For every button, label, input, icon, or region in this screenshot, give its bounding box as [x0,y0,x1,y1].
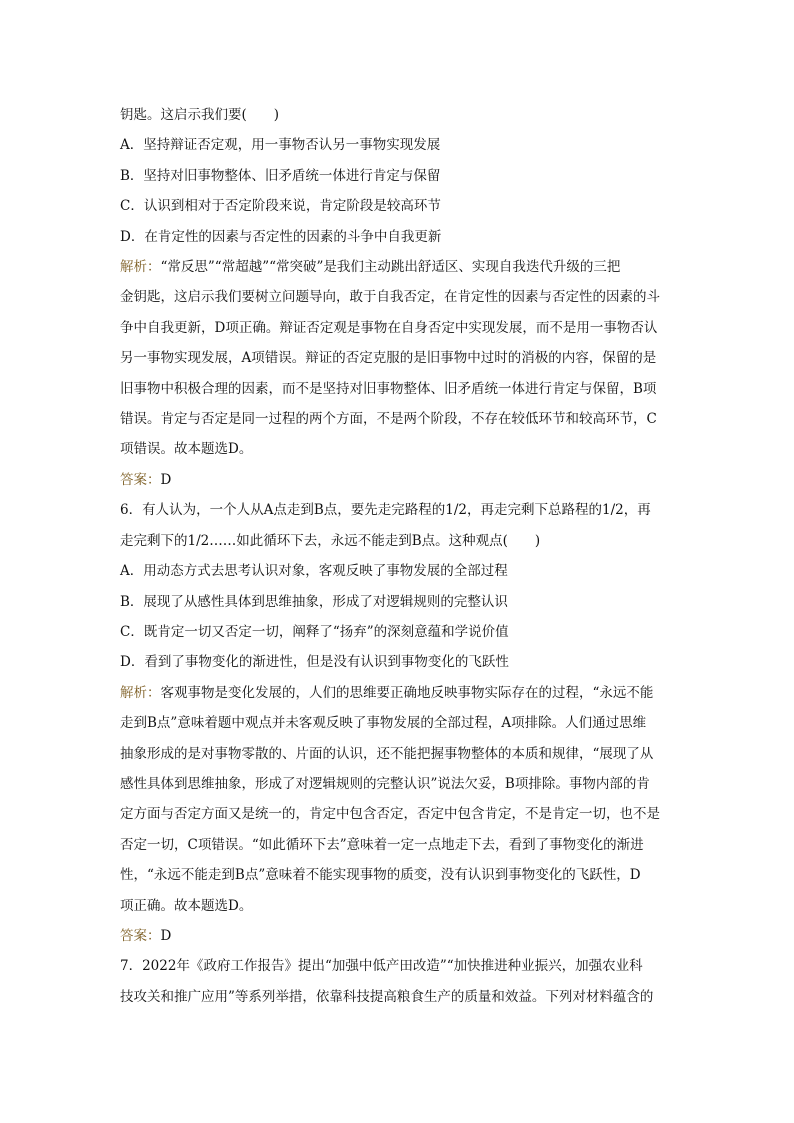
q6-answer-value: D [160,927,172,944]
q5-analysis-line: 项错误。故本题选D。 [120,441,253,458]
q6-analysis-line: 抽象形成的是对事物零散的、片面的认识，还不能把握事物整体的本质和规律，“展现了从 [120,745,654,762]
q6-analysis-text: 客观事物是变化发展的，人们的思维要正确地反映事物实际存在的过程，“永远不能 [160,684,654,701]
q7-stem-line: 7．2022年《政府工作报告》提出“加强中低产田改造”“加快推进种业振兴，加强农业科 [120,958,643,975]
q5-analysis-line: 旧事物中积极合理的因素，而不是坚持对旧事物整体、旧矛盾统一体进行肯定与保留，B项 [120,380,657,397]
q6-answer-label: 答案： [120,927,161,944]
q6-stem-line: 6．有人认为，一个人从A点走到B点，要先走完路程的1/2，再走完剩下总路程的1/2，再 [120,502,651,519]
q5-answer-value: D [160,471,172,488]
q5-analysis-line: 错误。肯定与否定是同一过程的两个方面，不是两个阶段，不存在较低环节和较高环节，C [120,411,657,428]
q6-analysis-line: 项正确。故本题选D。 [120,897,253,914]
q6-analysis-line: 定方面与否定方面又是统一的，肯定中包含否定，否定中包含肯定，不是肯定一切，也不是 [120,806,660,823]
q6-analysis-line: 感性具体到思维抽象，形成了对逻辑规则的完整认识”说法欠妥，B项排除。事物内部的肯 [120,775,650,792]
q7-stem-line: 技攻关和推广应用”等系列举措，依靠科技提高粮食生产的质量和效益。下列对材料蕴含的 [120,988,654,1005]
q5-answer [120,465,676,495]
q6-answer [120,921,676,951]
q5-stem-tail: 钥匙。这启示我们要( ) [120,107,280,123]
q6-analysis-label: 解析： [120,684,161,701]
q5-option-d: D．在肯定性的因素与否定性的因素的斗争中自我更新 [120,228,442,245]
q6-stem-line: 走完剩下的1/2……如此循环下去，永远不能走到B点。这种观点( ) [120,532,541,549]
q6-analysis-line [120,678,676,708]
q6-analysis-line: 走到B点”意味着题中观点并未客观反映了事物发展的全部过程，A项排除。人们通过思维 [120,715,647,732]
q5-option-a: A．坚持辩证否定观，用一事物否认另一事物实现发展 [120,137,441,154]
q6-option-b: B．展现了从感性具体到思维抽象，形成了对逻辑规则的完整认识 [120,593,508,610]
q5-analysis-line: 金钥匙，这启示我们要树立问题导向，敢于自我否定，在肯定性的因素与否定性的因素的斗 [120,289,660,306]
q5-analysis-label: 解析： [120,259,161,276]
q5-analysis-line: 另一事物实现发展，A项错误。辩证的否定克服的是旧事物中过时的消极的内容，保留的是 [120,350,657,367]
q6-option-c: C．既肯定一切又否定一切，阐释了“扬弃”的深刻意蕴和学说价值 [120,623,509,640]
q5-option-b: B．坚持对旧事物整体、旧矛盾统一体进行肯定与保留 [120,167,441,184]
q5-analysis-line [120,252,676,282]
q6-analysis-line: 否定一切，C项错误。“如此循环下去”意味着一定一点地走下去，看到了事物变化的渐进 [120,836,644,853]
q5-analysis-line: 争中自我更新，D项正确。辩证否定观是事物在自身否定中实现发展，而不是用一事物否认 [120,319,658,336]
document-page [120,100,676,1012]
q6-option-a: A．用动态方式去思考认识对象，客观反映了事物发展的全部过程 [120,563,508,580]
q5-analysis-text: “常反思”“常超越”“常突破”是我们主动跳出舒适区、实现自我迭代升级的三把 [160,259,621,276]
q5-option-c: C．认识到相对于否定阶段来说，肯定阶段是较高环节 [120,198,441,215]
q5-answer-label: 答案： [120,471,161,488]
q6-option-d: D．看到了事物变化的渐进性，但是没有认识到事物变化的飞跃性 [120,654,509,671]
q6-analysis-line: 性，“永远不能走到B点”意味着不能实现事物的质变，没有认识到事物变化的飞跃性，D [120,867,641,884]
